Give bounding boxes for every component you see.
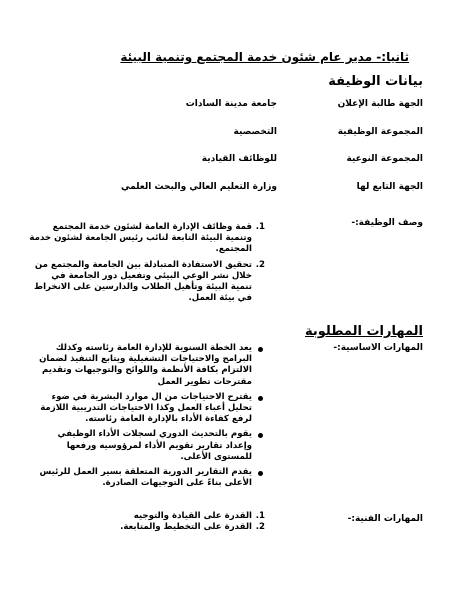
item-number: 1. — [255, 511, 265, 521]
field-value-affiliation: وزارة التعليم العالي والبحث العلمي — [120, 182, 277, 192]
technical-skills-label: المهارات الفنية:- — [347, 514, 423, 524]
field-label-advertiser: الجهة طالبة الإعلان — [337, 99, 423, 109]
item-text: تحقيق الاستفادة المتبادلة بين الجامعة والمجتمع من خلال نشر الوعي البيئي وتفعيل دور الجامعة في تنمية البيئة وتأهيل الطلاب والدارسين على الانخراط في بيئة العمل. — [34, 259, 252, 304]
bullet-icon — [258, 347, 263, 352]
item-text: القدرة على القيادة والتوجيه — [133, 511, 252, 521]
basic-skill-item — [29, 343, 265, 388]
document-heading: ثانيا:- مدير عام شئون خدمة المجتمع وتنمية البيئة — [120, 50, 409, 64]
technical-skills-list — [29, 511, 265, 533]
skills-title: المهارات المطلوبة — [305, 324, 423, 339]
description-list — [29, 222, 265, 308]
basic-skill-item — [29, 392, 265, 426]
field-value-advertiser: جامعة مدينة السادات — [185, 99, 277, 109]
item-text: يقترح الاحتياجات من ال موارد البشرية في ضوء تحليل أعباء العمل وكذا الاحتياجات التدريبية اللازمة لرفع كفاءة الأداء بالإدارة العامة رئاسته. — [40, 391, 252, 425]
field-label-type-group: المجموعة النوعية — [346, 154, 423, 164]
job-data-title: بيانات الوظيفة — [328, 74, 423, 89]
field-label-job-group: المجموعة الوظيفية — [337, 127, 423, 137]
bullet-icon — [258, 396, 263, 401]
basic-skills-list — [29, 343, 265, 493]
field-label-affiliation: الجهة التابع لها — [356, 182, 423, 192]
description-item — [29, 260, 265, 305]
item-number: 1. — [255, 222, 265, 232]
description-label: وصف الوظيفة:- — [351, 218, 423, 228]
basic-skills-label: المهارات الاساسية:- — [333, 343, 423, 353]
bullet-icon — [258, 433, 263, 438]
technical-skill-item — [29, 522, 265, 533]
field-value-job-group: التخصصية — [233, 127, 277, 137]
basic-skill-item — [29, 467, 265, 489]
item-text: القدرة على التخطيط والمتابعة. — [120, 522, 252, 533]
bullet-icon — [258, 471, 263, 476]
item-text: يقوم بالتحديث الدوري لسجلات الأداء الوظيفي وإعداد تقارير تقويم الأداء لمرؤوسيه ورفعها للمستوى الأعلى. — [57, 429, 252, 462]
item-text: يعد الخطة السنوية للإدارة العامة رئاسته وكذلك البرامج والاحتياجات التشغيلية ويتابع التنفيذ لضمان الالتزام بكافة الأنظمة واللوائح والتوجيهات وتقديم مقترحات تطوير العمل — [39, 343, 252, 387]
description-item — [29, 222, 265, 256]
field-value-type-group: للوظائف القيادية — [201, 154, 277, 164]
item-number: 2. — [255, 259, 265, 270]
item-number: 2. — [255, 522, 265, 533]
technical-skill-item — [29, 511, 265, 522]
basic-skill-item — [29, 429, 265, 463]
item-text: قمة وظائف الإدارة العامة لشئون خدمة المجتمع وتنمية البيئة التابعة لنائب رئيس الجامعة لشئون خدمة المجتمع. — [29, 222, 252, 255]
item-text: يقدم التقارير الدورية المتعلقة بسير العمل للرئيس الأعلى بناءً على التوجيهات الصادرة. — [39, 467, 252, 489]
